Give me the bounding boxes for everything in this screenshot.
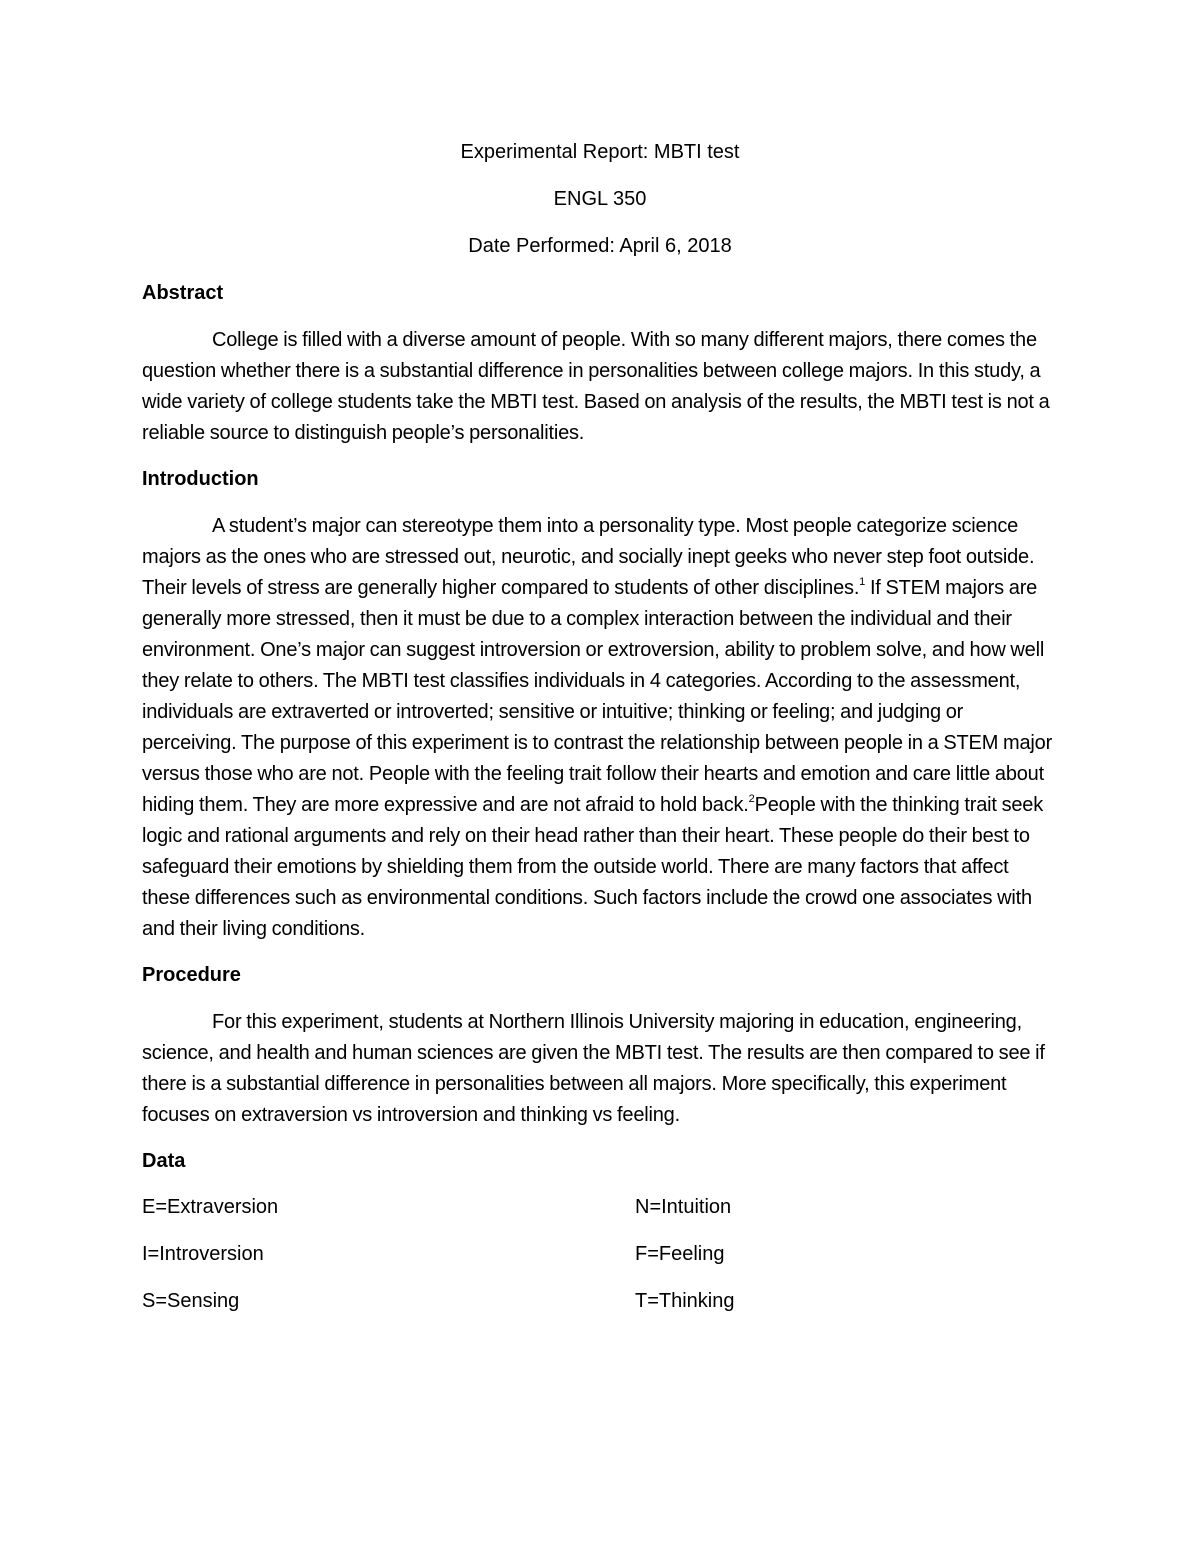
- introduction-text-part3: People with the thinking trait seek logic and rational arguments and rely on their head rather than their heart. These people do their best to safeguard their emotions by shielding them from the outside world. There are many factors that affect these differences such as environmental conditions. Such factors include the crowd one associates with and their living conditions.: [142, 794, 1044, 940]
- footnote-marker-1: 1: [859, 576, 866, 588]
- data-heading: Data: [142, 1150, 186, 1172]
- abstract-paragraph: College is filled with a diverse amount of people. With so many different majors, there comes the question whether there is a substantial difference in personalities between college majors. In this study, a wide variety of college students take the MBTI test. Based on analysis of the results, the MBTI test is not a reliable source to distinguish people’s personalities.: [142, 329, 1050, 444]
- introduction-paragraph: [142, 511, 1058, 945]
- legend-item: N=Intuition: [635, 1196, 732, 1218]
- legend-item: E=Extraversion: [142, 1196, 279, 1218]
- legend-item: S=Sensing: [142, 1290, 240, 1312]
- legend-item: I=Introversion: [142, 1243, 264, 1265]
- legend-item: F=Feeling: [635, 1243, 725, 1265]
- report-title: Experimental Report: MBTI test: [460, 141, 740, 163]
- date-performed: Date Performed: April 6, 2018: [468, 235, 732, 257]
- document-content: [142, 138, 1058, 1315]
- procedure-heading: Procedure: [142, 964, 241, 986]
- introduction-heading: Introduction: [142, 468, 259, 490]
- course-code: ENGL 350: [553, 188, 647, 210]
- legend-item: T=Thinking: [635, 1290, 735, 1312]
- footnote-marker-2: 2: [748, 793, 755, 805]
- data-legend: [142, 1193, 1058, 1315]
- introduction-text-part1: A student’s major can stereotype them into a personality type. Most people categorize science majors as the ones who are stressed out, neurotic, and socially inept geeks who never step foot outside. Their levels of stress are generally higher compared to students of other disciplines.: [142, 515, 1035, 599]
- abstract-heading: Abstract: [142, 282, 224, 304]
- introduction-text-part2: If STEM majors are generally more stressed, then it must be due to a complex interaction between the individual and their environment. One’s major can suggest introversion or extroversion, ability to problem solve, and how well they relate to others. The MBTI test classifies individuals in 4 categories. According to the assessment, individuals are extraverted or introverted; sensitive or intuitive; thinking or feeling; and judging or perceiving. The purpose of this experiment is to contrast the relationship between people in a STEM major versus those who are not. People with the feeling trait follow their hearts and emotion and care little about hiding them. They are more expressive and are not afraid to hold back.: [142, 577, 1053, 816]
- procedure-paragraph: For this experiment, students at Northern Illinois University majoring in education, engineering, science, and health and human sciences are given the MBTI test. The results are then compared to see if there is a substantial difference in personalities between all majors. More specifically, this experiment focuses on extraversion vs introversion and thinking vs feeling.: [142, 1011, 1045, 1126]
